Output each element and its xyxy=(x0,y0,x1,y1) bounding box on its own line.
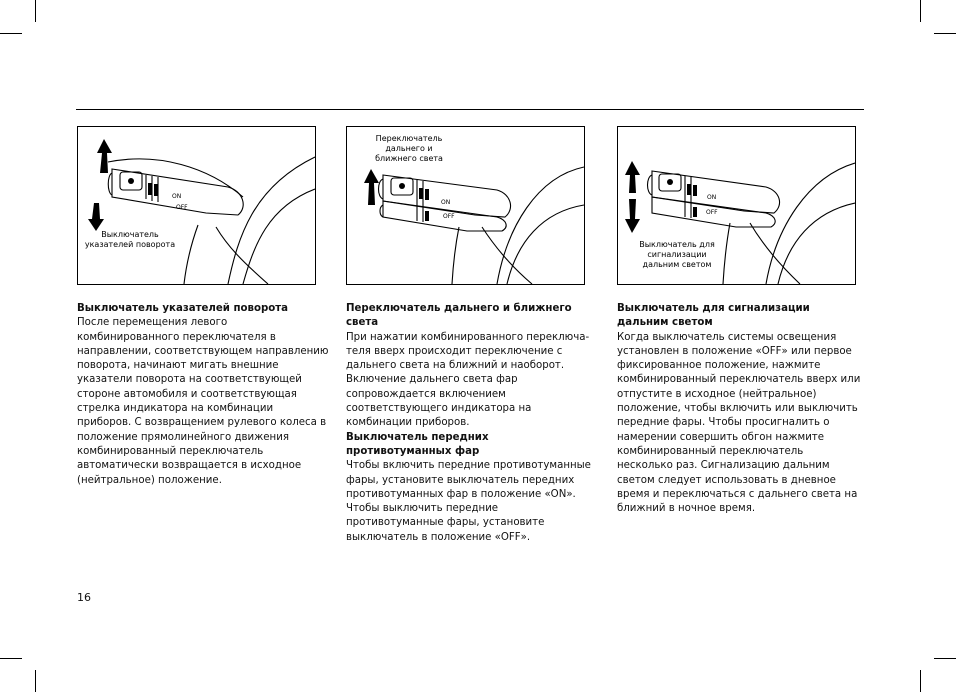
off-position-label: OFF xyxy=(706,209,718,216)
off-position-label: OFF xyxy=(443,213,455,220)
on-position-label: ON xyxy=(172,193,182,200)
figure-caption: Переключатель дальнего и ближнего света xyxy=(375,134,443,163)
crop-mark xyxy=(0,33,22,34)
section-heading: Выключатель для сигнализации дальним светом xyxy=(617,303,810,329)
section-heading: Выключатель указателей поворота xyxy=(77,303,289,314)
section-body: После перемещения левого комбинированного переключателя в направлении, соответствующем направлению поворота, начинают мигать внешние указатели поворота на соответствующей стороне автомобиля и соответствующая стрелка индикатора на комбинации приборов. С возвращением рулевого колеса в положение прямолинейного движения комбинированный переключатель автоматически возвращается в исходное (нейтральное) положение. xyxy=(77,317,329,486)
section-body: При нажатии комбинированного переключа-теля вверх происходит переключение с дальнего света на ближний и наоборот. Включение дальнего света фар сопровождается включением соответствующего индикатора на комбинации приборов. xyxy=(346,331,590,429)
figure-caption: Выключатель для сигнализации дальним светом xyxy=(639,240,715,269)
crop-mark xyxy=(934,33,956,34)
figure-caption: Выключатель указателей поворота xyxy=(84,230,176,249)
figure-turn-signal xyxy=(77,126,316,285)
header-rule xyxy=(76,109,864,110)
figure-flash-to-pass xyxy=(617,126,856,285)
on-position-label: ON xyxy=(441,199,451,206)
section-heading: Переключатель дальнего и ближнего света xyxy=(346,303,572,329)
text-column-3 xyxy=(617,302,861,516)
crop-mark xyxy=(35,670,36,692)
crop-mark xyxy=(920,0,921,22)
section-body: Когда выключатель системы освещения установлен в положение «OFF» или первое фиксированное положение, нажмите комбинированный переключатель вверх или отпустите в исходное (нейтральное) положение, чтобы включить или выключить передние фары. Чтобы просигналить о намерении совершить обгон нажмите комбинированный переключатель несколько раз. Сигнализацию дальним светом следует использовать в дневное время и переключаться с дальнего света на ближний в ночное время. xyxy=(617,331,861,515)
off-position-label: OFF xyxy=(176,204,188,211)
crop-mark xyxy=(934,658,956,659)
page-number: 16 xyxy=(77,591,91,604)
crop-mark xyxy=(0,658,22,659)
figure-beam-switch xyxy=(346,126,585,285)
text-column-2 xyxy=(346,302,594,545)
section-body: Чтобы включить передние противотуманные фары, установите выключатель передних противотуманных фар в положение «ON». Чтобы выключить передние противотуманные фары, установите выключатель в положение «OFF». xyxy=(346,460,591,543)
crop-mark xyxy=(35,0,36,22)
turn-signal-lever-illustration xyxy=(78,127,315,284)
text-column-1 xyxy=(77,302,329,488)
section-heading: Выключатель передних противотуманных фар xyxy=(346,431,489,457)
crop-mark xyxy=(920,670,921,692)
on-position-label: ON xyxy=(707,194,717,201)
